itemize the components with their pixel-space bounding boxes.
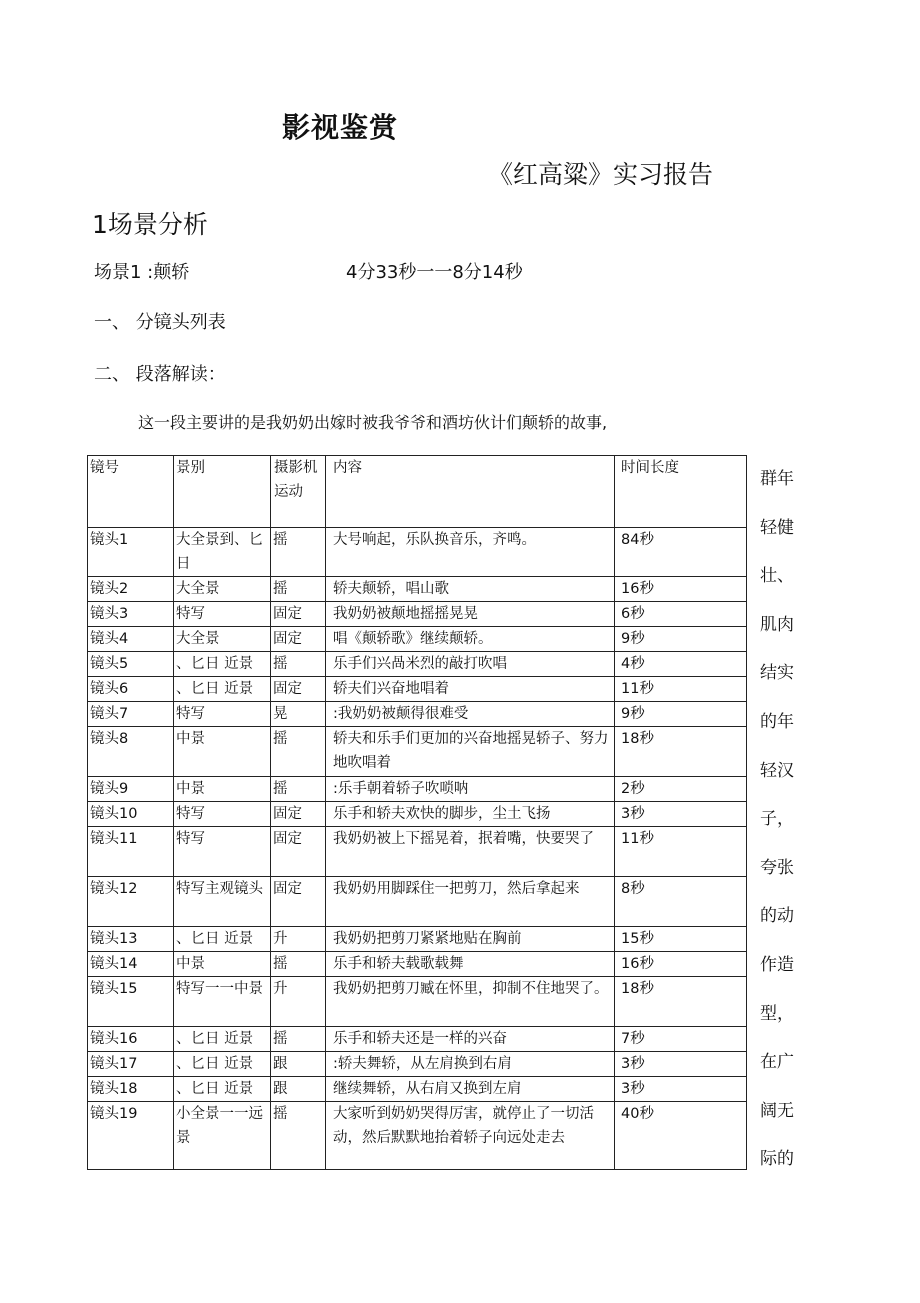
duration-cell: 16秒 (615, 952, 747, 977)
shot-size-cell: 特写 (174, 602, 271, 627)
shot-size-cell: 、匕日 近景 (174, 677, 271, 702)
side-text-line: 在广 (760, 1052, 794, 1073)
shot-size-cell: 、匕日 近景 (174, 1027, 271, 1052)
header-cell: 摄影机运动 (271, 456, 326, 528)
table-row (88, 677, 747, 702)
camera-movement-cell: 固定 (271, 627, 326, 652)
shot-number-cell: 镜头6 (88, 677, 174, 702)
doc-title: 影视鉴赏 (282, 111, 399, 144)
duration-cell: 18秒 (615, 977, 747, 1027)
content-cell: 我奶奶把剪刀紧紧地贴在胸前 (326, 927, 615, 952)
content-cell: 唱《颠轿歌》继续颠轿。 (326, 627, 615, 652)
table-row (88, 977, 747, 1027)
shot-size-cell: 特写 (174, 702, 271, 727)
shot-list-table (87, 455, 747, 1170)
table-row (88, 1077, 747, 1102)
side-text-line: 的动 (760, 906, 794, 927)
shot-size-cell: 特写 (174, 802, 271, 827)
duration-cell: 3秒 (615, 802, 747, 827)
shot-number-cell: 镜头17 (88, 1052, 174, 1077)
content-cell: :乐手朝着轿子吹唢呐 (326, 777, 615, 802)
content-cell: 乐手和轿夫还是一样的兴奋 (326, 1027, 615, 1052)
duration-cell: 16秒 (615, 577, 747, 602)
shot-size-cell: 大全景到、匕日 (174, 528, 271, 577)
content-cell: 乐手们兴咼米烈的敲打吹唱 (326, 652, 615, 677)
camera-movement-cell: 摇 (271, 528, 326, 577)
camera-movement-cell: 摇 (271, 952, 326, 977)
side-text-line: 群年 (760, 469, 794, 489)
table-row (88, 627, 747, 652)
content-cell: 继续舞轿，从右肩又换到左肩 (326, 1077, 615, 1102)
table-row (88, 1027, 747, 1052)
camera-movement-cell: 固定 (271, 677, 326, 702)
content-cell: 大号响起，乐队换音乐，齐鸣。 (326, 528, 615, 577)
shot-size-cell: 、匕日 近景 (174, 652, 271, 677)
camera-movement-cell: 摇 (271, 652, 326, 677)
camera-movement-cell: 固定 (271, 802, 326, 827)
camera-movement-cell: 固定 (271, 602, 326, 627)
content-cell: 乐手和轿夫载歌载舞 (326, 952, 615, 977)
shot-size-cell: 、匕日 近景 (174, 1077, 271, 1102)
shot-size-cell: 大全景 (174, 577, 271, 602)
side-text-line: 作造 (760, 954, 794, 975)
shot-size-cell: 小全景一一远景 (174, 1102, 271, 1170)
header-cell: 镜号 (88, 456, 174, 528)
side-text-line: 子， (760, 809, 794, 830)
shot-number-cell: 镜头5 (88, 652, 174, 677)
header-cell: 时间长度 (615, 456, 747, 528)
shot-number-cell: 镜头12 (88, 877, 174, 927)
duration-cell: 2秒 (615, 777, 747, 802)
camera-movement-cell: 跟 (271, 1077, 326, 1102)
side-text-line: 际的 (760, 1149, 794, 1170)
table-row (88, 927, 747, 952)
shot-number-cell: 镜头13 (88, 927, 174, 952)
shot-number-cell: 镜头2 (88, 577, 174, 602)
scene-label: 场景1 :颠轿 (94, 262, 190, 283)
side-text-line: 结实 (760, 663, 794, 684)
content-cell: 我奶奶用脚踩住一把剪刀，然后拿起来 (326, 877, 615, 927)
duration-cell: 84秒 (615, 528, 747, 577)
side-text-line: 的年 (760, 711, 794, 732)
content-cell: 我奶奶被上下摇晃着，抿着嘴，快要哭了 (326, 827, 615, 877)
camera-movement-cell: 升 (271, 977, 326, 1027)
camera-movement-cell: 晃 (271, 702, 326, 727)
shot-size-cell: 特写主观镜头 (174, 877, 271, 927)
duration-cell: 9秒 (615, 627, 747, 652)
shot-number-cell: 镜头4 (88, 627, 174, 652)
scene-time: 4分33秒一一8分14秒 (346, 262, 523, 283)
heading-shot-list: 一、 分镜头列表 (94, 312, 226, 333)
duration-cell: 4秒 (615, 652, 747, 677)
table-row (88, 652, 747, 677)
shot-number-cell: 镜头18 (88, 1077, 174, 1102)
shot-size-cell: 中景 (174, 777, 271, 802)
camera-movement-cell: 固定 (271, 877, 326, 927)
table-row (88, 528, 747, 577)
shot-number-cell: 镜头15 (88, 977, 174, 1027)
side-text-line: 肌肉 (760, 614, 794, 635)
content-cell: 我奶奶被颠地摇摇晃晃 (326, 602, 615, 627)
side-text-line: 壮、 (760, 566, 794, 587)
content-cell: :我奶奶被颠得很难受 (326, 702, 615, 727)
table-row (88, 1102, 747, 1170)
shot-size-cell: 、匕日 近景 (174, 1052, 271, 1077)
shot-number-cell: 镜头1 (88, 528, 174, 577)
side-text-column (760, 455, 804, 1184)
content-cell: :轿夫舞轿，从左肩换到右肩 (326, 1052, 615, 1077)
duration-cell: 9秒 (615, 702, 747, 727)
duration-cell: 18秒 (615, 727, 747, 777)
side-text-line: 夸张 (760, 857, 794, 878)
heading-paragraph-reading: 二、 段落解读： (94, 364, 226, 385)
table-row (88, 602, 747, 627)
camera-movement-cell: 摇 (271, 777, 326, 802)
shot-number-cell: 镜头19 (88, 1102, 174, 1170)
content-cell: 轿夫颠轿，唱山歌 (326, 577, 615, 602)
table-row (88, 802, 747, 827)
table-row (88, 1052, 747, 1077)
shot-size-cell: 大全景 (174, 627, 271, 652)
duration-cell: 3秒 (615, 1077, 747, 1102)
doc-subtitle: 《红高粱》实习报告 (488, 160, 714, 189)
camera-movement-cell: 摇 (271, 1102, 326, 1170)
content-cell: 乐手和轿夫欢快的脚步，尘土飞扬 (326, 802, 615, 827)
content-cell: 大家听到奶奶哭得厉害，就停止了一切活动，然后默默地抬着轿子向远处走去 (326, 1102, 615, 1170)
side-text-line: 阔无 (760, 1100, 794, 1121)
table-row (88, 727, 747, 777)
shot-size-cell: 特写 (174, 827, 271, 877)
camera-movement-cell: 摇 (271, 577, 326, 602)
camera-movement-cell: 跟 (271, 1052, 326, 1077)
paragraph-intro: 这一段主要讲的是我奶奶出嫁时被我爷爷和酒坊伙计们颠轿的故事, (138, 413, 608, 432)
table-row (88, 777, 747, 802)
content-cell: 轿夫们兴奋地唱着 (326, 677, 615, 702)
side-text-line: 轻健 (760, 517, 794, 538)
shot-number-cell: 镜头11 (88, 827, 174, 877)
table-row (88, 827, 747, 877)
shot-number-cell: 镜头16 (88, 1027, 174, 1052)
camera-movement-cell: 摇 (271, 1027, 326, 1052)
content-cell: 轿夫和乐手们更加的兴奋地摇晃轿子、努力地吹唱着 (326, 727, 615, 777)
duration-cell: 11秒 (615, 677, 747, 702)
table-row (88, 877, 747, 927)
content-cell: 我奶奶把剪刀臧在怀里，抑制不住地哭了。 (326, 977, 615, 1027)
shot-size-cell: 特写一一中景 (174, 977, 271, 1027)
camera-movement-cell: 摇 (271, 727, 326, 777)
table-header-row (88, 456, 747, 528)
shot-number-cell: 镜头3 (88, 602, 174, 627)
shot-number-cell: 镜头10 (88, 802, 174, 827)
shot-number-cell: 镜头7 (88, 702, 174, 727)
side-text-line: 型， (760, 1003, 794, 1024)
section-heading: 1场景分析 (92, 210, 208, 239)
shot-size-cell: 、匕日 近景 (174, 927, 271, 952)
side-text-line: 轻汉 (760, 760, 794, 781)
duration-cell: 11秒 (615, 827, 747, 877)
shot-number-cell: 镜头8 (88, 727, 174, 777)
duration-cell: 7秒 (615, 1027, 747, 1052)
header-cell: 内容 (326, 456, 615, 528)
shot-number-cell: 镜头9 (88, 777, 174, 802)
duration-cell: 3秒 (615, 1052, 747, 1077)
table-row (88, 702, 747, 727)
table-row (88, 577, 747, 602)
camera-movement-cell: 升 (271, 927, 326, 952)
table-row (88, 952, 747, 977)
shot-number-cell: 镜头14 (88, 952, 174, 977)
shot-size-cell: 中景 (174, 727, 271, 777)
duration-cell: 8秒 (615, 877, 747, 927)
duration-cell: 15秒 (615, 927, 747, 952)
duration-cell: 40秒 (615, 1102, 747, 1170)
camera-movement-cell: 固定 (271, 827, 326, 877)
header-cell: 景别 (174, 456, 271, 528)
shot-size-cell: 中景 (174, 952, 271, 977)
duration-cell: 6秒 (615, 602, 747, 627)
